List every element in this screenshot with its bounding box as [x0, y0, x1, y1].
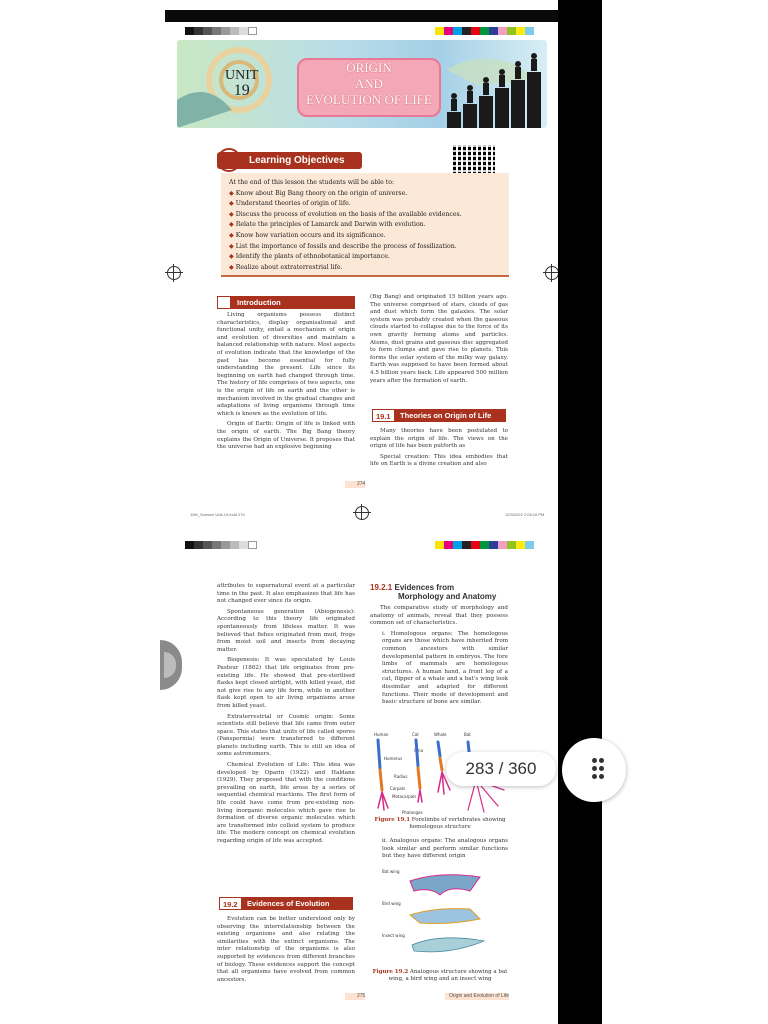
title-line-3: EVOLUTION OF LIFE	[306, 92, 432, 107]
learning-objectives-heading: Learning Objectives	[217, 152, 362, 169]
section-19-2-body	[217, 916, 355, 987]
special-creation-paragraph: Special creation: This idea embodies that life on Earth is a divine creation and also	[370, 453, 508, 468]
right-column	[370, 605, 508, 710]
registration-mark	[167, 266, 181, 280]
page-top-band	[165, 10, 558, 22]
figure-19-1-caption: Figure 19.1 Forelimbs of vertebrates showing homologous structure	[374, 817, 506, 830]
intro-paragraph-2: Origin of Earth: Origin of life is linked with the origin of earth. The Big Bang theory explains the Origin of Universe. It proposes that the universe had an explosive beginning	[217, 421, 355, 451]
fig-label-metacarpals: Metacarpals	[392, 794, 417, 799]
objective-item: ◆ Know about Big Bang theory on the origin of universe.	[229, 189, 501, 200]
dots-icon	[599, 758, 604, 763]
fig-label-radius: Radius	[394, 774, 408, 779]
supernatural-paragraph: attributes to supernatural event at a particular time in the past. It also emphasizes that life has not changed ever since its origin.	[217, 583, 355, 605]
analogous-wings-figure	[380, 867, 508, 959]
objective-item: ◆ Discuss the process of evolution on the basis of the available evidences.	[229, 210, 501, 221]
objective-item: ◆ Relate the principles of Lamarck and Darwin with evolution.	[229, 220, 501, 231]
dots-icon	[592, 758, 597, 763]
page-274	[165, 0, 558, 520]
unit-label: UNIT 19	[225, 68, 259, 99]
fig-label-humerus: Humerus	[384, 756, 403, 761]
unit-number: 19	[233, 82, 250, 99]
fig-label-bird-wing: Bird wing	[382, 901, 401, 906]
morphology-paragraph: The comparative study of morphology and anatomy of animals, reveal that they possess common set of characteristics.	[370, 605, 508, 627]
viewer-right-gutter	[558, 0, 602, 1024]
cosmic-origin-paragraph: Extraterrestrial or Cosmic origin: Some scientists still believe that life came from outer space. This states that units of life called spores (Panspermia) were transferred to different planets including earth. This is still an idea of some astronomers.	[217, 713, 355, 758]
fig-label-human: Human	[374, 732, 389, 737]
fig-label-bat: Bat	[464, 732, 471, 737]
learning-objectives-box	[221, 173, 509, 277]
right-column-top	[370, 294, 508, 388]
dots-icon	[592, 766, 597, 771]
objective-item: ◆ Realize about extraterrestrial life.	[229, 263, 501, 274]
page-number-275: 275	[357, 993, 366, 999]
page-indicator: 283 / 360	[446, 752, 556, 786]
sheet-label-right: 12/3/2022 2:05:16 PM	[505, 512, 545, 517]
section-19-2-heading: 19.2 Evidences of Evolution	[219, 897, 353, 910]
grayscale-strip	[185, 27, 257, 35]
section-19-2-1-heading: 19.2.1 Evidences from Morphology and Anatomy	[370, 583, 497, 601]
introduction-heading: Introduction	[217, 296, 355, 309]
objective-item: ◆ Understand theories of origin of life.	[229, 199, 501, 210]
dots-icon	[592, 774, 597, 779]
analogous-paragraph: ii. Analogous organs: The analogous organs look similar and perform similar functions but they have different origin	[382, 838, 508, 860]
homologous-paragraph: i. Homologous organs: The homologous organs are those which have inherited from common ancestors with similar developmental pattern in embryos. The fore limbs of mammals are homologous structures. A human hand, a front leg of a cat, flipper of a whale and a bat's wing look dissimilar and adapted for different functions. Their mode of development and basic structure of bone are similar.	[382, 630, 508, 706]
dots-icon	[599, 766, 604, 771]
chemical-evolution-paragraph: Chemical Evolution of Life: This idea was developed by Oparin (1922) and Haldane (1929). They proposed that with the conditions prevailing on earth, life arose by a series of sequential chemical reactions. The first form of life could have come from pre-existing non-living inorganic molecules which gave rise to formation of diverse organic molecules which are transformed into colloid system to produce life. The modern concept on chemical evolution regarding origin of life was accepted.	[217, 762, 355, 844]
biogenesis-paragraph: Biogenesis: It was speculated by Louis Pasteur (1862) that life originates from pre-existing life. He showed that pre-sterilised flasks kept closed airtight, with killed yeast, did not give rise to any life form, while in another flask kept open to air living organisms arose from killed yeast.	[217, 657, 355, 709]
dots-icon	[599, 774, 604, 779]
sheet-label-left: 10th_Science Unit-19.indd 274	[190, 512, 245, 517]
objective-item: ◆ Know how variation occurs and its significance.	[229, 231, 501, 242]
analogous-text	[370, 838, 508, 864]
color-strip	[435, 541, 534, 549]
section-19-1-heading: 19.1 Theories on Origin of Life	[372, 409, 506, 422]
big-bang-paragraph: (Big Bang) and originated 15 billion years ago. The universe comprised of stars, clouds of gas and dust which form the galaxies. The solar system was probably created when the gaseous clouds started to collapse due to the force of its own gravity forming atoms and particles. Atoms, dust grains and gaseous disc aggregated to form clumps and gave rise to planets. This forms the solar system of the milky way galaxy. Earth was supposed to have been formed about 4.5 billion years back. Life appeared 500 million years after the formation of earth.	[370, 294, 508, 384]
lo-intro: At the end of this lesson the students will be able to:	[229, 179, 395, 186]
fig-label-phalanges: Phalanges	[402, 810, 423, 815]
objectives-list	[229, 189, 501, 274]
theories-paragraph: Many theories have been postulated to explain the origin of life. The views on the origin of life has been putforth as	[370, 428, 508, 450]
more-options-button[interactable]	[562, 738, 626, 802]
unit-banner	[177, 40, 547, 128]
fig-label-insect-wing: Insect wing	[382, 933, 405, 938]
fig-label-cat: Cat	[412, 732, 419, 737]
objective-item: ◆ Identify the plants of ethnobotanical importance.	[229, 252, 501, 263]
title-line-1: ORIGIN	[346, 60, 392, 75]
fig-label-bat-wing: Bat wing	[382, 869, 400, 874]
figure-19-2-caption: Figure 19.2 Analogous structure showing a bat wing, a bird wing and an insect wing	[372, 969, 508, 982]
registration-mark	[545, 266, 558, 280]
footer-title: Origin and Evolution of Life	[449, 993, 510, 999]
grayscale-strip	[185, 541, 257, 549]
evidences-paragraph: Evolution can be better understood only by observing the interrelationship between the existing organisms and also relating the similarities with the extinct organisms. The inter relationship of the organisms is also supported by evidences from different branches of biology. These evidences support the concept that all organisms have evolved from common ancestors.	[217, 916, 355, 983]
abiogenesis-paragraph: Spontaneous generation (Abiogenesis): According to this theory life originated spontaneously from lifeless matter. It was believed that fishes originated from mud, frogs from moist soil and insects from decaying matter.	[217, 608, 355, 653]
intro-column	[217, 312, 355, 455]
section-19-1-body	[370, 428, 508, 472]
registration-mark	[355, 506, 369, 520]
fig-label-carpals: Carpals	[390, 786, 406, 791]
title-line-2: AND	[354, 76, 384, 91]
page-number-274: 274	[357, 481, 366, 487]
chapter-title-box	[297, 58, 441, 117]
fig-label-ulna: Ulna	[414, 748, 424, 753]
objective-item: ◆ List the importance of fossils and describe the process of fossilization.	[229, 242, 501, 253]
color-strip	[435, 27, 534, 35]
intro-paragraph-1: Living organisms possess distinct characteristics, display organisational and functional unity, entail a mechanism of origin and evolution of diversities and maintain a balanced relationship with nature. Most aspects of evolution indicate that the knowledge of the past has become essential for fully understanding the present. Life since its beginning on earth had changed through time. The history of life comprises of two aspects, one is the origin of life on earth and the other is mechanism involved in the gradual changes and adaptations of living organisms through time which is known as the evolution of life.	[217, 312, 355, 417]
fig-label-whale: Whale	[434, 732, 447, 737]
left-column	[217, 583, 355, 849]
